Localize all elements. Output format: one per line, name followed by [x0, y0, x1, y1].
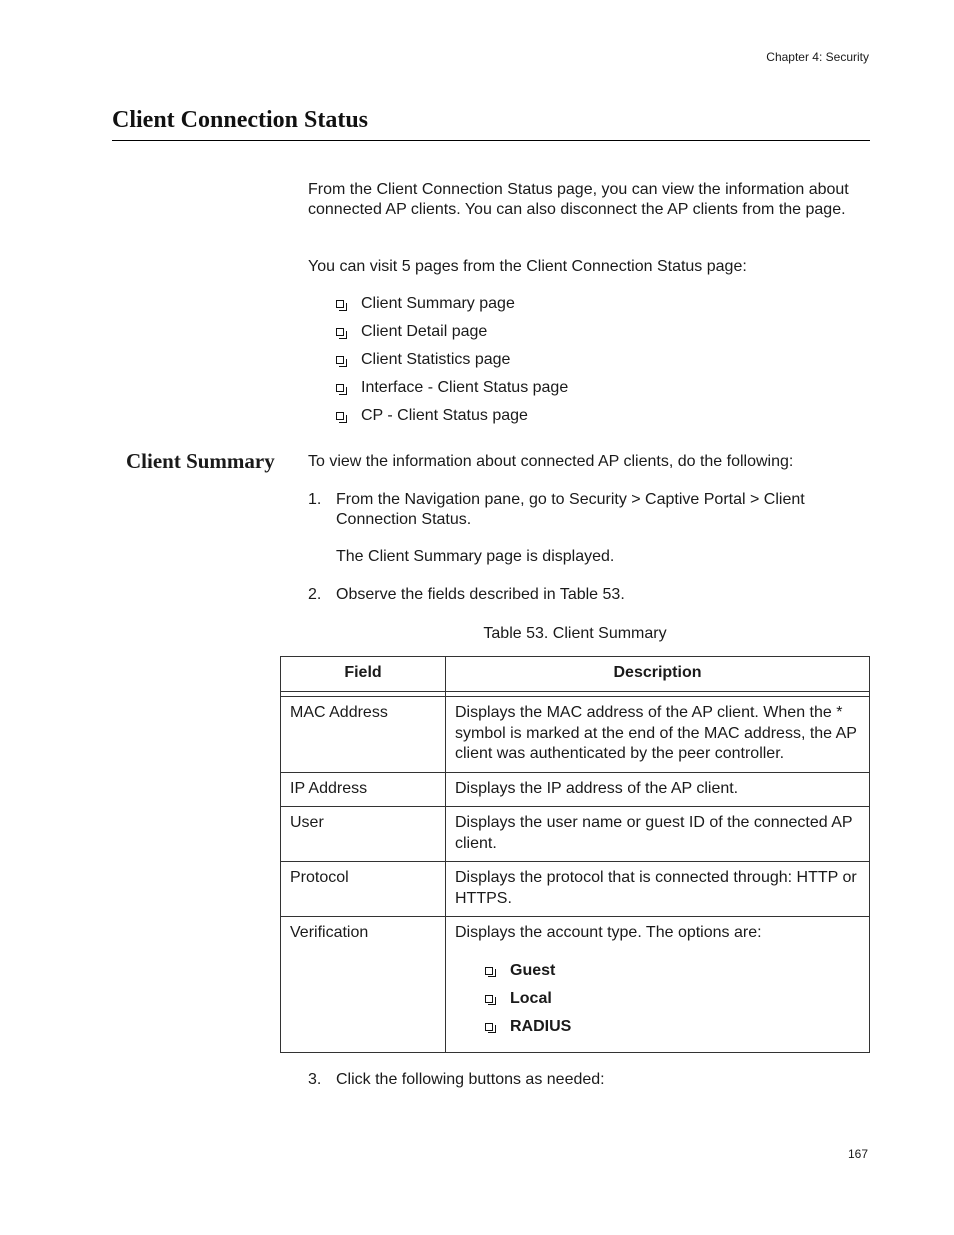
checkbox-bullet-icon — [485, 1023, 493, 1031]
description-cell: Displays the MAC address of the AP client. When the * symbol is marked at the end of the MAC address, the AP client was authenticated by the peer controller. — [446, 697, 870, 773]
subsection-intro: To view the information about connected AP clients, do the following: — [308, 453, 794, 470]
step-number: 1. — [308, 491, 322, 508]
step-text: Observe the fields described in Table 53. — [336, 586, 625, 603]
checkbox-bullet-icon — [336, 384, 344, 392]
running-header: Chapter 4: Security — [766, 50, 869, 64]
table-header-row — [281, 657, 870, 692]
table-row — [281, 917, 870, 1053]
subsection-title: Client Summary — [126, 449, 275, 473]
checkbox-bullet-icon — [336, 412, 344, 420]
list-item — [336, 350, 568, 378]
table-row — [281, 697, 870, 773]
table-row — [281, 862, 870, 917]
list-item-label: CP - Client Status page — [361, 407, 528, 424]
client-summary-table — [280, 656, 870, 1053]
step-number: 3. — [308, 1071, 322, 1088]
description-cell: Displays the user name or guest ID of the connected AP client. — [446, 807, 870, 862]
section-title: Client Connection Status — [112, 107, 369, 133]
table-row — [281, 772, 870, 807]
list-item — [485, 989, 860, 1017]
step-text: Click the following buttons as needed: — [336, 1071, 605, 1088]
description-cell: Displays the IP address of the AP client. — [446, 772, 870, 807]
field-cell: User — [281, 807, 446, 862]
list-item — [336, 406, 568, 434]
list-item-label: Client Summary page — [361, 295, 515, 312]
checkbox-bullet-icon — [336, 328, 344, 336]
column-header-description: Description — [446, 657, 870, 692]
page-number: 167 — [847, 1147, 868, 1161]
checkbox-bullet-icon — [485, 967, 493, 975]
options-list — [485, 961, 860, 1045]
list-item — [336, 378, 568, 406]
description-cell — [446, 917, 870, 1053]
description-text: Displays the account type. The options are: — [455, 924, 762, 941]
description-cell: Displays the protocol that is connected through: HTTP or HTTPS. — [446, 862, 870, 917]
list-item — [485, 1017, 860, 1045]
field-cell: Protocol — [281, 862, 446, 917]
list-item — [336, 322, 568, 350]
option-label: RADIUS — [510, 1017, 572, 1035]
field-cell: IP Address — [281, 772, 446, 807]
step-number: 2. — [308, 586, 322, 603]
list-item — [485, 961, 860, 989]
list-item-label: Interface - Client Status page — [361, 379, 569, 396]
step-note: The Client Summary page is displayed. — [336, 548, 615, 565]
list-item-label: Client Detail page — [361, 323, 488, 340]
pages-list — [336, 294, 568, 434]
table-caption: Table 53. Client Summary — [483, 625, 667, 642]
checkbox-bullet-icon — [485, 995, 493, 1003]
pages-intro: You can visit 5 pages from the Client Connection Status page: — [308, 258, 747, 275]
step-text: From the Navigation pane, go to Security > Captive Portal > Client Connection Status. — [336, 491, 805, 528]
section-title-rule — [112, 140, 870, 141]
intro-paragraph: From the Client Connection Status page, you can view the information about connected AP clients. You can also disconnect the AP clients from the page. — [308, 181, 849, 218]
list-item — [336, 294, 568, 322]
field-cell: MAC Address — [281, 697, 446, 773]
checkbox-bullet-icon — [336, 356, 344, 364]
column-header-field: Field — [281, 657, 446, 692]
option-label: Guest — [510, 961, 556, 979]
checkbox-bullet-icon — [336, 300, 344, 308]
option-label: Local — [510, 989, 552, 1007]
field-cell: Verification — [281, 917, 446, 1053]
table-row — [281, 807, 870, 862]
list-item-label: Client Statistics page — [361, 351, 511, 368]
